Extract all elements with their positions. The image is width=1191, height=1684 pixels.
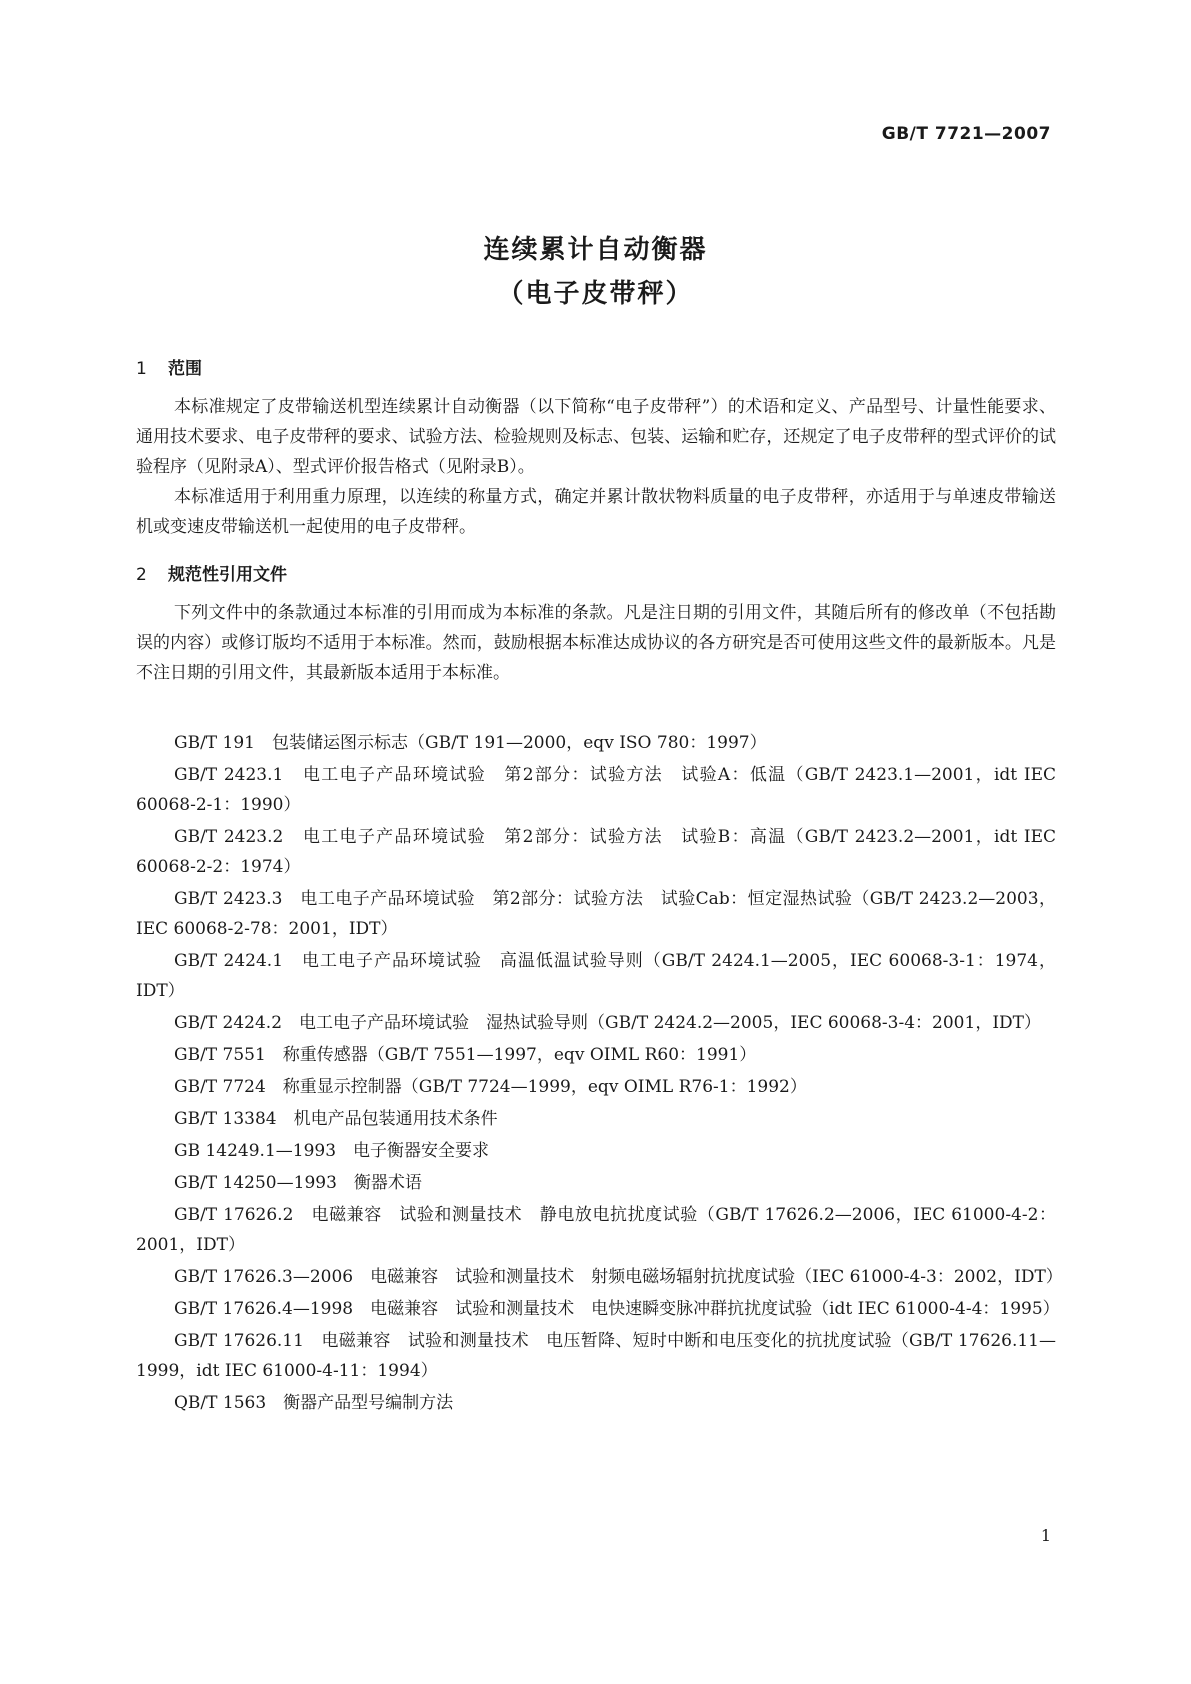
document-title [0, 228, 1191, 316]
reference-item: GB/T 2424.1 电工电子产品环境试验 高温低温试验导则（GB/T 2424.1—2005，IEC 60068-3-1：1974，IDT） [136, 951, 1056, 1001]
reference-item: QB/T 1563 衡器产品型号编制方法 [174, 1393, 454, 1413]
reference-item: GB/T 2423.2 电工电子产品环境试验 第2部分：试验方法 试验B：高温（GB/T 2423.2—2001，idt IEC 60068-2-2：1974） [136, 827, 1056, 877]
reference-item: GB/T 17626.3—2006 电磁兼容 试验和测量技术 射频电磁场辐射抗扰度试验（IEC 61000-4-3：2002，IDT） [174, 1267, 1063, 1287]
section-1-heading [136, 354, 202, 379]
section-2-paragraph-1: 下列文件中的条款通过本标准的引用而成为本标准的条款。凡是注日期的引用文件，其随后所有的修改单（不包括勘误的内容）或修订版均不适用于本标准。然而，鼓励根据本标准达成协议的各方研究是否可使用这些文件的最新版本。凡是不注日期的引用文件，其最新版本适用于本标准。 [136, 603, 1056, 683]
title-line-1: 连续累计自动衡器 [483, 235, 708, 265]
section-2-number: 2 [136, 565, 147, 585]
reference-item: GB/T 13384 机电产品包装通用技术条件 [174, 1109, 498, 1129]
reference-item: GB 14249.1—1993 电子衡器安全要求 [174, 1141, 490, 1161]
reference-item: GB/T 17626.11 电磁兼容 试验和测量技术 电压暂降、短时中断和电压变化的抗扰度试验（GB/T 17626.11—1999，idt IEC 61000-4-11：1994） [136, 1331, 1056, 1381]
section-1-paragraph-1: 本标准规定了皮带输送机型连续累计自动衡器（以下简称“电子皮带秤”）的术语和定义、产品型号、计量性能要求、通用技术要求、电子皮带秤的要求、试验方法、检验规则及标志、包装、运输和贮存，还规定了电子皮带秤的型式评价的试验程序（见附录A）、型式评价报告格式（见附录B）。 [136, 397, 1056, 477]
reference-item: GB/T 14250—1993 衡器术语 [174, 1173, 422, 1193]
section-1-number: 1 [136, 359, 147, 379]
reference-item: GB/T 17626.2 电磁兼容 试验和测量技术 静电放电抗扰度试验（GB/T 17626.2—2006，IEC 61000-4-2：2001，IDT） [136, 1205, 1056, 1255]
section-2-heading [136, 560, 287, 585]
standard-number: GB/T 7721—2007 [881, 124, 1051, 144]
page-number: 1 [1040, 1526, 1051, 1545]
reference-item: GB/T 2424.2 电工电子产品环境试验 湿热试验导则（GB/T 2424.2—2005，IEC 60068-3-4：2001，IDT） [174, 1013, 1041, 1033]
reference-item: GB/T 17626.4—1998 电磁兼容 试验和测量技术 电快速瞬变脉冲群抗扰度试验（idt IEC 61000-4-4：1995） [174, 1299, 1060, 1319]
title-line-2: （电子皮带秤） [497, 279, 694, 309]
section-1-paragraph-2: 本标准适用于利用重力原理，以连续的称量方式，确定并累计散状物料质量的电子皮带秤，亦适用于与单速皮带输送机或变速皮带输送机一起使用的电子皮带秤。 [136, 487, 1056, 537]
reference-item: GB/T 191 包装储运图示标志（GB/T 191—2000，eqv ISO 780：1997） [174, 733, 767, 753]
reference-item: GB/T 2423.1 电工电子产品环境试验 第2部分：试验方法 试验A：低温（GB/T 2423.1—2001，idt IEC 60068-2-1：1990） [136, 765, 1056, 815]
normative-references-list [136, 728, 1063, 1420]
reference-item: GB/T 7724 称重显示控制器（GB/T 7724—1999，eqv OIML R76-1：1992） [174, 1077, 807, 1097]
section-2-title: 规范性引用文件 [168, 565, 287, 585]
reference-item: GB/T 2423.3 电工电子产品环境试验 第2部分：试验方法 试验Cab：恒定湿热试验（GB/T 2423.2—2003，IEC 60068-2-78：2001，IDT） [136, 889, 1056, 939]
section-1-title: 范围 [168, 359, 202, 379]
reference-item: GB/T 7551 称重传感器（GB/T 7551—1997，eqv OIML R60：1991） [174, 1045, 757, 1065]
